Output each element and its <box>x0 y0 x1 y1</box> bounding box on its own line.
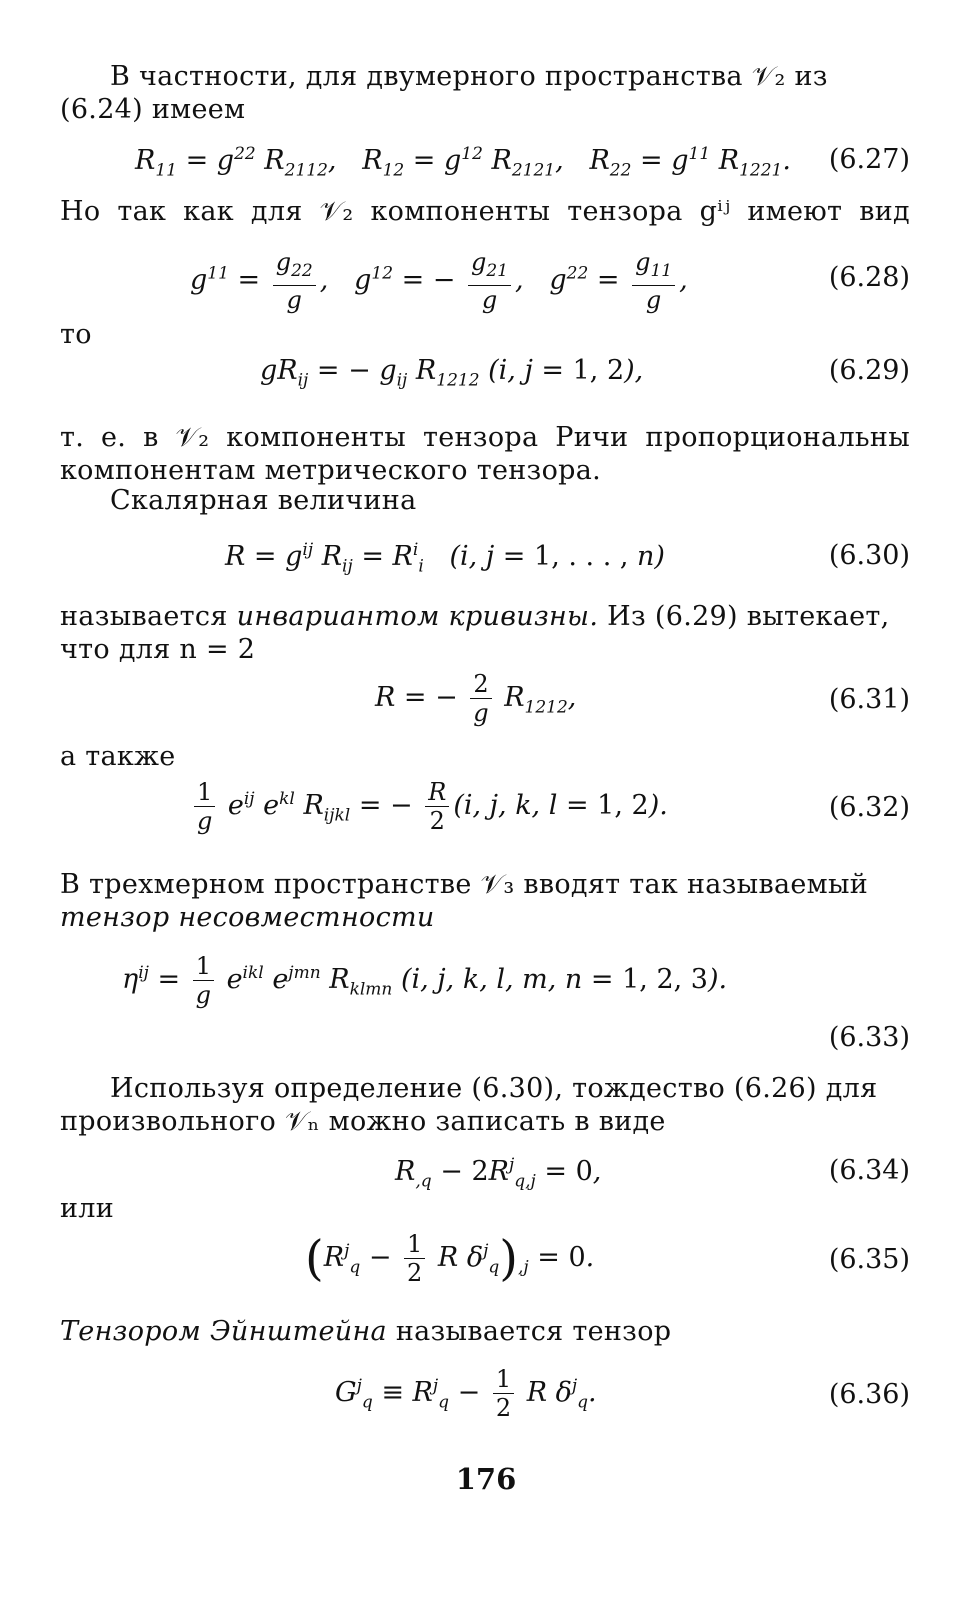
equation-6-31-body: R = − $\frac{2}{g}$ $R_{1212}$, <box>375 670 577 727</box>
equation-number: (6.27) <box>828 144 910 175</box>
equation-6-32 <box>60 778 910 838</box>
equation-6-28 <box>60 248 910 314</box>
equation-6-27 <box>60 140 910 200</box>
paragraph-5: Скалярная величина <box>110 485 417 516</box>
paragraph-6-tail: Из (6.29) вытекает, что для n = 2 <box>60 601 890 665</box>
term-incompatibility-tensor: тензор несовместности <box>60 902 435 933</box>
equation-6-33-body: $\eta^{ij}$ = $\frac{1}{g}$ $e^{ikl}$ $e^{jmn}$ $R_{klmn}$ (i, j, k, l, m, n = 1, 2, 3). <box>122 952 728 1009</box>
paragraph-3: то <box>60 319 92 350</box>
term-curvature-invariant: инвариантом кривизны. <box>236 601 599 632</box>
equation-6-35 <box>60 1230 910 1290</box>
paragraph-9: Используя определение (6.30), тождество (6.26) для произвольного 𝒱ₙ можно записать в виде <box>60 1073 878 1137</box>
equation-number: (6.28) <box>828 262 910 293</box>
paragraph-4: т. е. в 𝒱₂ компоненты тензора Ричи пропорциональны компонентам метрического тензора. <box>60 422 910 486</box>
paragraph-10: или <box>60 1193 115 1224</box>
paragraph-11 <box>60 1315 910 1348</box>
paragraph-11-tail: называется тензор <box>395 1316 672 1347</box>
paragraph-8 <box>60 868 910 934</box>
equation-number: (6.30) <box>828 540 910 571</box>
equation-6-30 <box>60 540 910 600</box>
equation-6-36-body: $G^j_q \equiv R^j_q$ − $\frac{1}{2}$ R $\delta^j_q$. <box>335 1365 597 1422</box>
equation-6-27-body: $R_{11} = g^{22}$ $R_{2112}$, $R_{12} = g^{12}$ $R_{2121}$, $R_{22} = g^{11}$ $R_{1221}$. <box>135 144 791 181</box>
equation-number: (6.33) <box>828 1022 910 1053</box>
term-einstein-tensor: Тензором Эйнштейна <box>60 1316 387 1347</box>
equation-6-35-body: ($R^j_q$ − $\frac{1}{2}$ R $\delta^j_q)_{,j} = 0$. <box>305 1230 595 1287</box>
equation-number: (6.36) <box>828 1379 910 1410</box>
equation-number: (6.31) <box>828 684 910 715</box>
paragraph-7: а также <box>60 741 176 772</box>
paragraph-6-lead: называется <box>60 601 228 632</box>
equation-number: (6.32) <box>828 792 910 823</box>
equation-6-33 <box>60 952 910 1062</box>
page-number: 176 <box>455 1462 517 1496</box>
equation-6-29 <box>60 355 910 415</box>
equation-6-36 <box>60 1365 910 1425</box>
paragraph-6 <box>60 600 910 666</box>
equation-6-32-body: $\frac{1}{g}$ $e^{ij}$ $e^{kl}$ $R_{ijkl}$ = − $\frac{R}{2}$ (i, j, k, l = 1, 2). <box>190 778 668 835</box>
paragraph-2: Но так как для 𝒱₂ компоненты тензора gⁱʲ имеют вид <box>60 196 910 227</box>
equation-number: (6.35) <box>828 1244 910 1275</box>
equation-6-34-body: $R_{,q} - 2R^j_{q,j} = 0$, <box>395 1155 602 1192</box>
equation-6-29-body: $gR_{ij}$ = − $g_{ij}$ $R_{1212}$ (i, j = 1, 2), <box>260 355 644 391</box>
equation-6-28-body: $g^{11}$ = $\frac{g_{22}}{g}$ , $g^{12}$ = − $\frac{g_{21}}{g}$ , $g^{22}$ = $\frac{g_{11}}{g}$ , <box>190 248 688 314</box>
equation-number: (6.34) <box>828 1155 910 1186</box>
paragraph-8-lead: В трехмерном пространстве 𝒱₃ вводят так называемый <box>60 869 869 900</box>
equation-6-30-body: $R = g^{ij}$ $R_{ij} = R^i_i$ (i, j = 1, . . . , n) <box>225 540 665 577</box>
paragraph-1: В частности, для двумерного пространства 𝒱₂ из (6.24) имеем <box>60 61 828 125</box>
equation-number: (6.29) <box>828 355 910 386</box>
equation-6-31 <box>60 670 910 730</box>
